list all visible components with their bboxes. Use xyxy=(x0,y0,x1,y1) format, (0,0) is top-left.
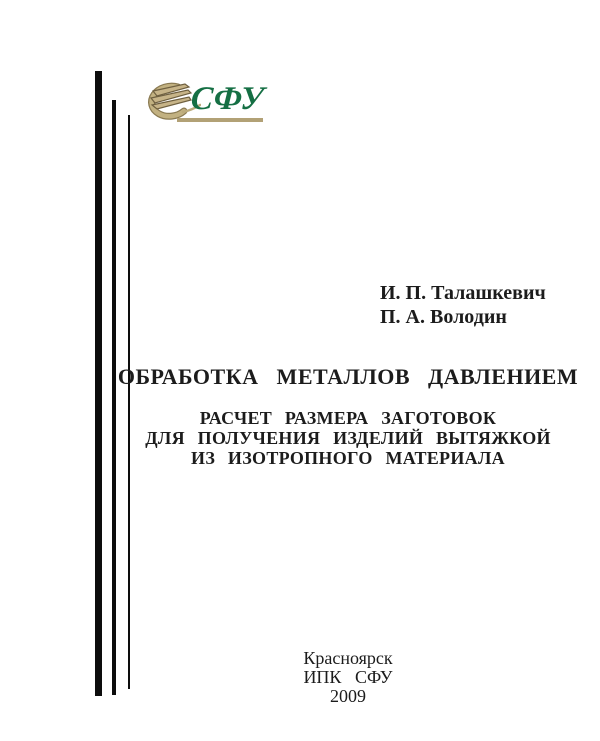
subtitle-line: РАСЧЕТ РАЗМЕРА ЗАГОТОВОК xyxy=(199,408,497,428)
author-name: И. П. Талашкевич xyxy=(380,282,546,304)
book-title: ОБРАБОТКА МЕТАЛЛОВ ДАВЛЕНИЕМ xyxy=(117,364,579,389)
imprint-block xyxy=(115,649,581,706)
sfu-logo-wordmark: СФУ xyxy=(189,81,266,117)
subtitle-line: ИЗ ИЗОТРОПНОГО МАТЕРИАЛА xyxy=(191,448,505,468)
imprint-year: 2009 xyxy=(330,686,366,706)
author-name: П. А. Володин xyxy=(380,306,507,328)
sfu-logo-underline xyxy=(177,118,263,122)
binding-bar-thin xyxy=(128,115,130,689)
binding-bar-medium xyxy=(112,100,116,695)
imprint-publisher: ИПК СФУ xyxy=(303,667,393,687)
book-subtitle xyxy=(115,408,581,468)
subtitle-line: ДЛЯ ПОЛУЧЕНИЯ ИЗДЕЛИЙ ВЫТЯЖКОЙ xyxy=(145,428,551,448)
binding-bar-thick xyxy=(95,71,102,696)
authors-block xyxy=(380,281,546,329)
imprint-city: Красноярск xyxy=(303,648,393,668)
